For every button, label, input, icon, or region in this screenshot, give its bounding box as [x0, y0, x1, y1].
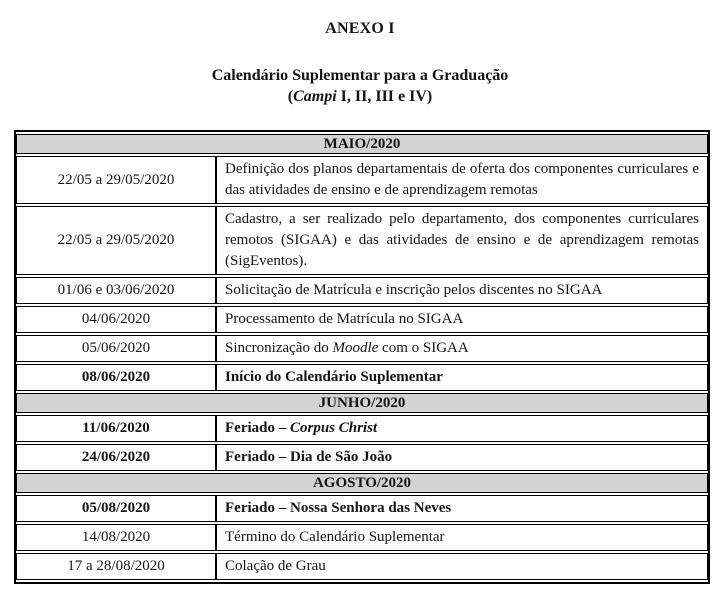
table-row — [16, 156, 708, 204]
date-cell: 01/06 e 03/06/2020 — [16, 277, 216, 304]
table-row — [16, 206, 708, 275]
table-row — [16, 335, 708, 362]
month-header-cell: AGOSTO/2020 — [16, 473, 708, 493]
description-cell: Feriado – Corpus Christ — [216, 415, 708, 442]
table-row — [16, 444, 708, 471]
month-header-row — [16, 473, 708, 493]
month-header-row — [16, 134, 708, 154]
table-row — [16, 306, 708, 333]
description-cell: Sincronização do Moodle com o SIGAA — [216, 335, 708, 362]
description-cell: Processamento de Matrícula no SIGAA — [216, 306, 708, 333]
date-cell: 22/05 a 29/05/2020 — [16, 156, 216, 204]
table-row — [16, 277, 708, 304]
page-title: ANEXO I — [325, 20, 395, 37]
date-cell: 24/06/2020 — [16, 444, 216, 471]
month-header-row — [16, 393, 708, 413]
description-cell: Cadastro, a ser realizado pelo departamento, dos componentes curriculares remotos (SIGAA) e das atividades de ensino e de aprendizagem remotas (SigEventos). — [216, 206, 708, 275]
description-cell: Início do Calendário Suplementar — [216, 364, 708, 391]
doc-subtitle-line2: (Campi I, II, III e IV) — [287, 88, 433, 105]
table-row — [16, 553, 708, 580]
date-cell: 08/06/2020 — [16, 364, 216, 391]
date-cell: 22/05 a 29/05/2020 — [16, 206, 216, 275]
date-cell: 11/06/2020 — [16, 415, 216, 442]
table-row — [16, 415, 708, 442]
month-header-cell: MAIO/2020 — [16, 134, 708, 154]
date-cell: 14/08/2020 — [16, 524, 216, 551]
calendar-table — [14, 130, 710, 584]
doc-subtitle-line1: Calendário Suplementar para a Graduação — [211, 67, 509, 84]
table-row — [16, 495, 708, 522]
date-cell: 04/06/2020 — [16, 306, 216, 333]
calendar-table-body — [16, 134, 708, 580]
description-cell: Feriado – Nossa Senhora das Neves — [216, 495, 708, 522]
date-cell: 17 a 28/08/2020 — [16, 553, 216, 580]
doc-subtitle — [0, 65, 720, 107]
description-cell: Término do Calendário Suplementar — [216, 524, 708, 551]
table-row — [16, 524, 708, 551]
description-cell: Feriado – Dia de São João — [216, 444, 708, 471]
description-cell: Definição dos planos departamentais de oferta dos componentes curriculares e das atividades de ensino e de aprendizagem remotas — [216, 156, 708, 204]
description-cell: Colação de Grau — [216, 553, 708, 580]
month-header-cell: JUNHO/2020 — [16, 393, 708, 413]
description-cell: Solicitação de Matrícula e inscrição pelos discentes no SIGAA — [216, 277, 708, 304]
date-cell: 05/08/2020 — [16, 495, 216, 522]
table-row — [16, 364, 708, 391]
date-cell: 05/06/2020 — [16, 335, 216, 362]
